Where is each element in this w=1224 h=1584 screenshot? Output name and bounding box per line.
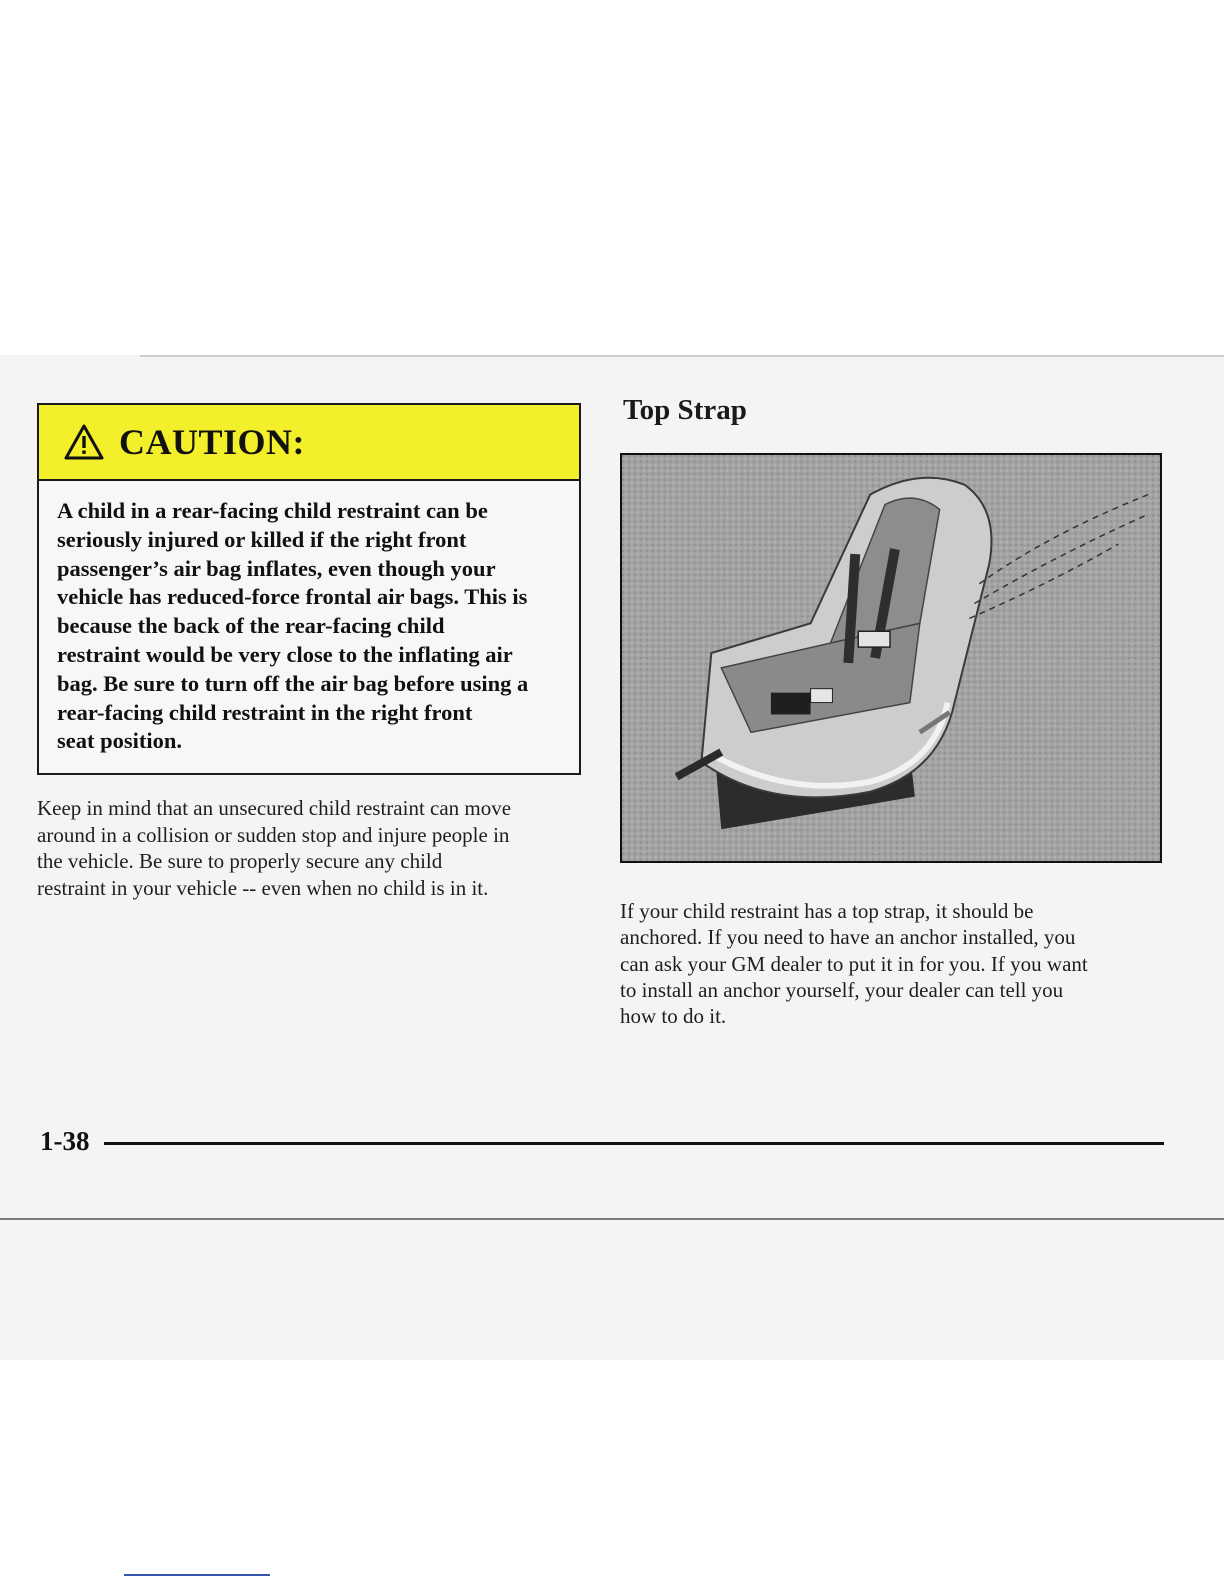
paragraph-line: around in a collision or sudden stop and injure people in: [37, 822, 510, 847]
footer-rule: [104, 1142, 1164, 1145]
caution-line: because the back of the rear-facing child: [57, 613, 445, 639]
warning-triangle-icon: [63, 423, 105, 461]
caution-text: [39, 481, 579, 756]
top-strap-paragraph: [620, 898, 1160, 1029]
paragraph-line: If your child restraint has a top strap, it should be: [620, 899, 1034, 923]
child-seat-top-strap-illustration: [622, 455, 1160, 861]
caution-title: CAUTION:: [119, 422, 306, 462]
caution-box: [37, 403, 581, 775]
paragraph-line: to install an anchor yourself, your dealer can tell you: [620, 977, 1064, 1002]
paragraph-line: restraint in your vehicle -- even when no child is in it.: [37, 875, 489, 900]
caution-line: rear-facing child restraint in the right front: [57, 699, 473, 725]
paragraph-line: anchored. If you need to have an anchor installed, you: [620, 925, 1076, 950]
caution-line: seriously injured or killed if the right front: [57, 526, 467, 552]
restraint-securing-paragraph: [37, 795, 587, 901]
scan-link-underline: [124, 1574, 270, 1576]
paragraph-line: can ask your GM dealer to put it in for you. If you want: [620, 951, 1088, 976]
scan-top-rule: [140, 355, 1224, 357]
caution-header: [39, 405, 579, 481]
paragraph-line: the vehicle. Be sure to properly secure any child: [37, 849, 443, 873]
section-title-top-strap: Top Strap: [623, 394, 747, 426]
caution-line: vehicle has reduced-force frontal air bags. This is: [57, 584, 528, 610]
scan-bottom-rule: [0, 1218, 1224, 1220]
caution-line: seat position.: [57, 728, 183, 754]
caution-line: bag. Be sure to turn off the air bag before using a: [57, 670, 529, 696]
paragraph-line: how to do it.: [620, 1004, 727, 1029]
paragraph-line: Keep in mind that an unsecured child restraint can move: [37, 796, 512, 820]
child-seat-figure: [620, 453, 1162, 863]
page-number: 1-38: [40, 1126, 90, 1156]
caution-line: restraint would be very close to the inflating air: [57, 641, 513, 667]
caution-line: A child in a rear-facing child restraint can be: [57, 498, 488, 523]
caution-line: passenger’s air bag inflates, even though your: [57, 555, 496, 581]
